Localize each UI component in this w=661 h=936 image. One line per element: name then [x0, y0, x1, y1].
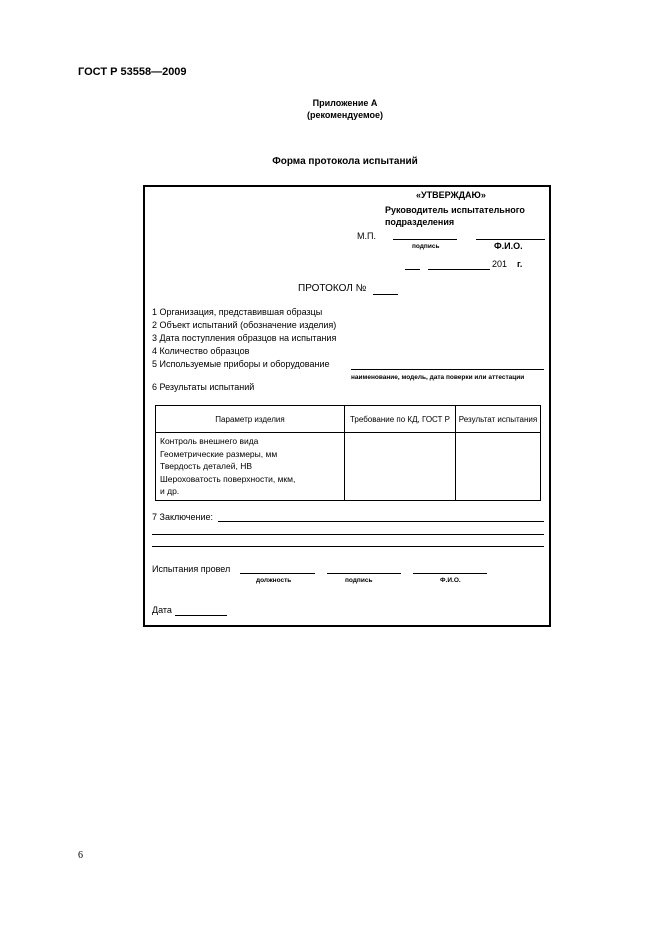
protocol-number-line [373, 294, 398, 295]
results-label: 6 Результаты испытаний [152, 382, 255, 392]
item-1: 1 Организация, представившая образцы [152, 307, 323, 317]
param-row: и др. [160, 486, 180, 496]
requirement-cell[interactable] [345, 433, 456, 501]
head-title-line2: подразделения [385, 217, 455, 227]
equipment-line [351, 369, 544, 370]
conclusion-label: 7 Заключение: [152, 512, 213, 522]
date-line[interactable] [175, 615, 227, 616]
protocol-title: ПРОТОКОЛ № [298, 283, 367, 294]
standard-header: ГОСТ Р 53558—2009 [78, 66, 187, 78]
name-caption: Ф.И.О. [494, 241, 523, 251]
year-label: 201 [492, 259, 508, 269]
item-2: 2 Объект испытаний (обозначение изделия) [152, 320, 337, 330]
name-line [476, 239, 545, 240]
tested-by-label: Испытания провел [152, 564, 231, 574]
tester-name-line[interactable] [413, 573, 487, 574]
results-table [155, 405, 541, 501]
col-requirement: Требование по КД, ГОСТ Р [345, 406, 456, 433]
head-title-line1: Руководитель испытательного [385, 205, 525, 215]
conclusion-line-2[interactable] [152, 534, 544, 535]
day-line [405, 269, 420, 270]
signature-line [393, 239, 457, 240]
item-5: 5 Используемые приборы и оборудование [152, 359, 330, 369]
conclusion-line-1[interactable] [218, 521, 544, 522]
item-4: 4 Количество образцов [152, 346, 250, 356]
tester-signature-caption: подпись [345, 577, 373, 584]
page-number: 6 [78, 850, 83, 861]
equipment-caption: наименование, модель, дата поверки или аттестации [351, 374, 525, 381]
form-title: Форма протокола испытаний [272, 156, 418, 167]
stamp-label: М.П. [357, 231, 376, 241]
tester-name-caption: Ф.И.О. [440, 577, 461, 584]
appendix-subtitle: (рекомендуемое) [307, 110, 383, 120]
param-row: Твердость деталей, НВ [160, 461, 253, 471]
item-3: 3 Дата поступления образцов на испытания [152, 333, 337, 343]
signature-caption: подпись [412, 243, 440, 250]
approve-label: «УТВЕРЖДАЮ» [416, 190, 486, 200]
date-label: Дата [152, 605, 172, 615]
result-cell[interactable] [456, 433, 541, 501]
year-suffix: г. [517, 259, 523, 269]
position-line[interactable] [240, 573, 315, 574]
param-row: Шероховатость поверхности, мкм, [160, 473, 296, 484]
conclusion-line-3[interactable] [152, 546, 544, 547]
tester-signature-line[interactable] [327, 573, 401, 574]
col-result: Результат испытания [456, 406, 541, 433]
month-line [428, 269, 490, 270]
position-caption: должность [256, 577, 292, 584]
col-parameter: Параметр изделия [156, 406, 345, 433]
param-row: Контроль внешнего вида [160, 436, 259, 446]
appendix-title: Приложение А [312, 98, 378, 108]
param-row: Геометрические размеры, мм [160, 448, 278, 459]
